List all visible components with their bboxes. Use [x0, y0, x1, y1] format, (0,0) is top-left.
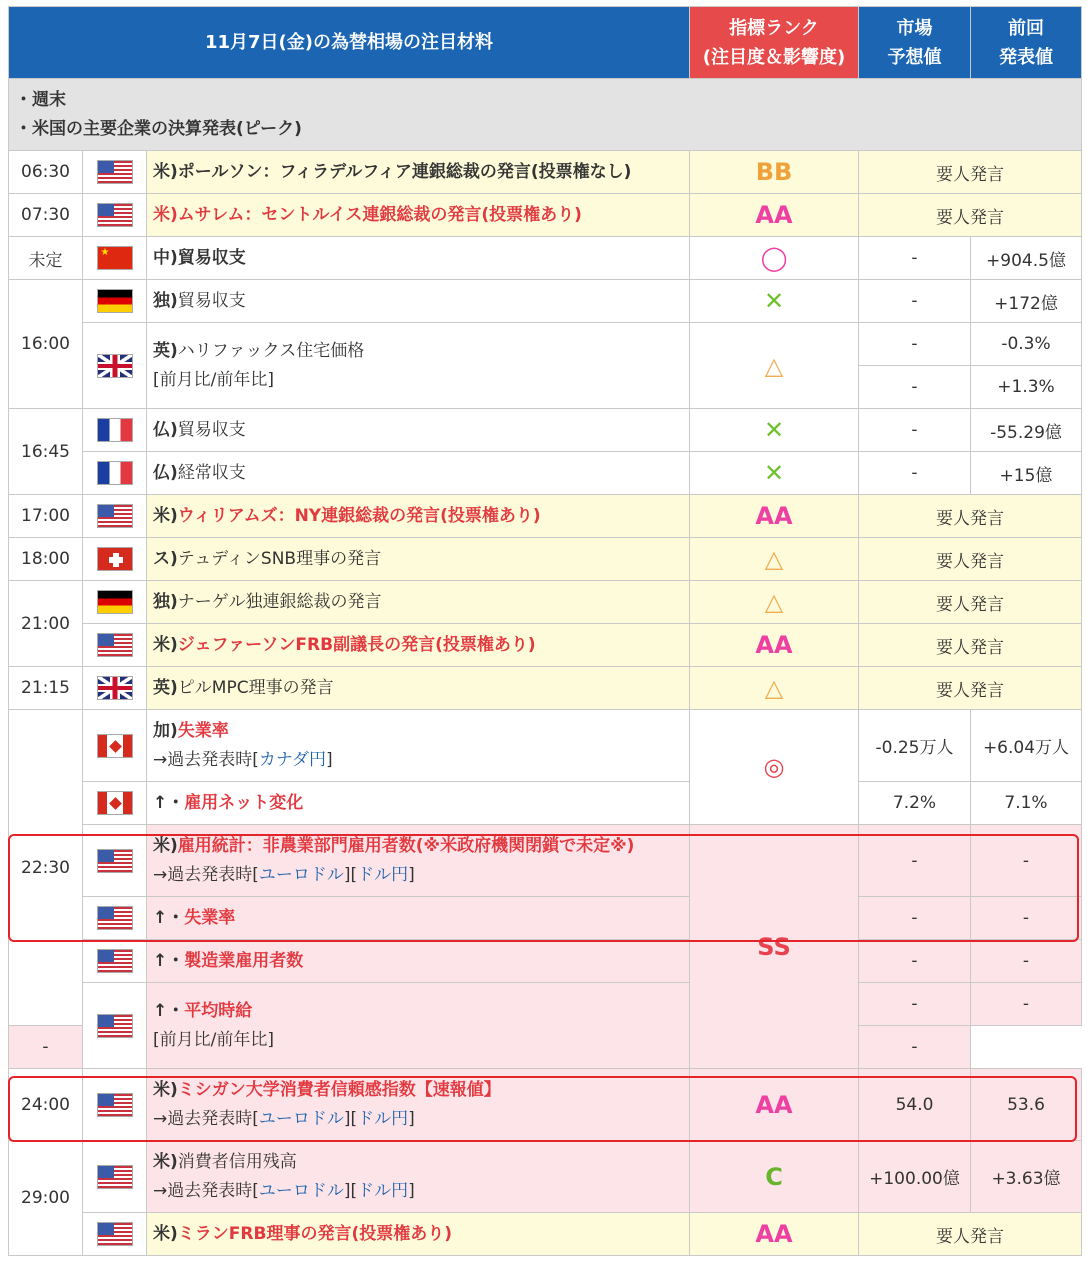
flag-cell — [83, 409, 147, 452]
event-cell — [147, 151, 690, 194]
event-title: ピルMPC理事の発言 — [177, 677, 334, 698]
event-title: 経常収支 — [177, 462, 246, 483]
forecast-cell: - — [859, 366, 971, 409]
table-row — [9, 1141, 1082, 1213]
country-label: ス) — [153, 548, 178, 569]
time-cell: 06:30 — [9, 151, 83, 194]
country-label: 中) — [153, 247, 178, 268]
merged-value-cell: 要人発言 — [859, 1213, 1082, 1256]
bracket-join: ][ — [343, 1180, 358, 1201]
eur-usd-link[interactable]: ユーロドル — [258, 864, 344, 885]
sub-item-prefix: ↑・ — [153, 792, 185, 813]
eur-usd-link[interactable]: ユーロドル — [258, 1108, 344, 1129]
past-release-prefix: →過去発表時[ — [153, 1108, 259, 1129]
forecast-cell: - — [859, 825, 971, 897]
flag-cell — [83, 538, 147, 581]
event-cell — [147, 194, 690, 237]
country-label: 仏) — [153, 419, 178, 440]
bracket-close: ] — [408, 1108, 415, 1129]
merged-value-cell: 要人発言 — [859, 538, 1082, 581]
france-flag-icon — [97, 418, 133, 442]
rank-cell: ◯ — [690, 237, 859, 280]
event-title: 雇用統計：非農業部門雇用者数(※米政府機関閉鎖で未定※) — [177, 835, 635, 856]
sub-item-prefix: ↑・ — [153, 1000, 185, 1021]
rank-header-line2: (注目度＆影響度) — [702, 46, 846, 68]
rank-cell: ◎ — [690, 710, 859, 825]
us-flag-icon — [97, 906, 133, 930]
sub-item-prefix: ↑・ — [153, 950, 185, 971]
flag-cell — [83, 710, 147, 782]
event-cell — [147, 624, 690, 667]
rank-cell: ✕ — [690, 280, 859, 323]
us-flag-icon — [97, 1014, 133, 1038]
time-cell: 07:30 — [9, 194, 83, 237]
china-flag-icon — [97, 246, 133, 270]
table-title: 11月7日(金)の為替相場の注目材料 — [9, 7, 690, 79]
forecast-cell: 7.2% — [859, 782, 971, 825]
germany-flag-icon — [97, 590, 133, 614]
event-title: 平均時給 — [184, 1000, 253, 1021]
previous-cell: +904.5億 — [971, 237, 1082, 280]
previous-cell: +172億 — [971, 280, 1082, 323]
us-flag-icon — [97, 504, 133, 528]
forecast-cell: - — [859, 897, 971, 940]
merged-value-cell: 要人発言 — [859, 624, 1082, 667]
table-row — [9, 452, 1082, 495]
country-label: 英) — [153, 340, 178, 361]
us-flag-icon — [97, 203, 133, 227]
event-cell — [147, 409, 690, 452]
event-cell — [147, 280, 690, 323]
us-flag-icon — [97, 160, 133, 184]
event-title: 失業率 — [184, 907, 236, 928]
cad-jpy-link[interactable]: カナダ円 — [258, 749, 327, 770]
event-cell — [147, 825, 690, 897]
flag-cell — [83, 1141, 147, 1213]
forecast-cell: 54.0 — [859, 1069, 971, 1141]
event-subtitle: [前月比/前年比] — [153, 369, 274, 390]
flag-cell — [83, 452, 147, 495]
rank-cell: △ — [690, 538, 859, 581]
table-row — [9, 280, 1082, 323]
event-title: 製造業雇用者数 — [184, 950, 304, 971]
rank-column-header — [690, 7, 859, 79]
previous-cell: +15億 — [971, 452, 1082, 495]
previous-header-line1: 前回 — [1008, 17, 1044, 39]
table-row — [9, 194, 1082, 237]
forecast-cell: - — [859, 940, 971, 983]
merged-value-cell: 要人発言 — [859, 194, 1082, 237]
previous-cell: -55.29億 — [971, 409, 1082, 452]
event-title: 失業率 — [177, 720, 229, 741]
event-cell — [147, 1141, 690, 1213]
merged-value-cell: 要人発言 — [859, 495, 1082, 538]
merged-value-cell: 要人発言 — [859, 581, 1082, 624]
event-title: ミシガン大学消費者信頼感指数【速報値】 — [177, 1079, 501, 1100]
table-row — [9, 825, 1082, 897]
table-row — [9, 782, 1082, 825]
previous-cell: - — [971, 897, 1082, 940]
country-label: 米) — [153, 204, 178, 225]
flag-cell — [83, 194, 147, 237]
table-row — [9, 151, 1082, 194]
forecast-cell: - — [859, 280, 971, 323]
flag-cell — [83, 983, 147, 1069]
notes-cell — [9, 79, 1082, 151]
forecast-cell: - — [859, 323, 971, 366]
event-cell — [147, 710, 690, 782]
country-label: 米) — [153, 505, 178, 526]
previous-cell: - — [971, 825, 1082, 897]
country-label: 英) — [153, 677, 178, 698]
country-label: 仏) — [153, 462, 178, 483]
time-cell: 21:00 — [9, 581, 83, 667]
rank-cell: AA — [690, 194, 859, 237]
event-title: ミランFRB理事の発言(投票権あり) — [177, 1223, 452, 1244]
time-cell: 16:45 — [9, 409, 83, 495]
rank-cell: ✕ — [690, 409, 859, 452]
us-flag-icon — [97, 1222, 133, 1246]
previous-cell: -0.3% — [971, 323, 1082, 366]
sub-item-prefix: ↑・ — [153, 907, 185, 928]
flag-cell — [83, 495, 147, 538]
rank-cell: AA — [690, 1069, 859, 1141]
flag-cell — [83, 624, 147, 667]
country-label: 加) — [153, 720, 178, 741]
us-flag-icon — [97, 1165, 133, 1189]
usd-jpy-link[interactable]: ドル円 — [357, 864, 409, 885]
bracket-join: ][ — [343, 864, 358, 885]
bracket-close: ] — [408, 864, 415, 885]
event-cell — [147, 495, 690, 538]
table-row — [9, 710, 1082, 782]
table-row — [9, 1069, 1082, 1141]
flag-cell — [83, 940, 147, 983]
rank-cell: △ — [690, 667, 859, 710]
flag-cell — [83, 237, 147, 280]
event-title: ポールソン：フィラデルフィア連銀総裁の発言(投票権なし) — [177, 161, 632, 182]
forecast-cell: - — [859, 452, 971, 495]
rank-cell: AA — [690, 1213, 859, 1256]
event-title: ハリファックス住宅価格 — [177, 340, 365, 361]
event-title: 貿易収支 — [177, 247, 246, 268]
flag-cell — [83, 1069, 147, 1141]
rank-cell: △ — [690, 581, 859, 624]
event-subtitle: [前月比/前年比] — [153, 1029, 274, 1050]
usd-jpy-link[interactable]: ドル円 — [357, 1108, 409, 1129]
table-row — [9, 409, 1082, 452]
bracket-join: ][ — [343, 1108, 358, 1129]
us-flag-icon — [97, 949, 133, 973]
event-cell — [147, 940, 690, 983]
merged-value-cell: 要人発言 — [859, 667, 1082, 710]
note-item: ・米国の主要企業の決算発表(ピーク) — [15, 118, 302, 139]
event-cell — [147, 983, 690, 1069]
bracket-close: ] — [326, 749, 333, 770]
forecast-cell: - — [9, 1026, 83, 1069]
country-label: 独) — [153, 290, 178, 311]
bracket-close: ] — [408, 1180, 415, 1201]
time-cell: 16:00 — [9, 280, 83, 409]
country-label: 米) — [153, 634, 178, 655]
previous-cell: +1.3% — [971, 366, 1082, 409]
table-row — [9, 983, 1082, 1026]
event-cell — [147, 237, 690, 280]
previous-column-header — [971, 7, 1082, 79]
uk-flag-icon — [97, 676, 133, 700]
rank-cell: AA — [690, 624, 859, 667]
flag-cell — [83, 151, 147, 194]
event-cell — [147, 1213, 690, 1256]
flag-cell — [83, 782, 147, 825]
country-label: 米) — [153, 161, 178, 182]
flag-cell — [83, 897, 147, 940]
merged-value-cell: 要人発言 — [859, 151, 1082, 194]
flag-cell — [83, 1213, 147, 1256]
us-flag-icon — [97, 633, 133, 657]
event-cell — [147, 323, 690, 409]
canada-flag-icon — [97, 734, 133, 758]
table-row — [9, 667, 1082, 710]
event-cell — [147, 667, 690, 710]
country-label: 独) — [153, 591, 178, 612]
forecast-header-line2: 予想値 — [887, 46, 942, 68]
swiss-flag-icon — [97, 547, 133, 571]
note-item: ・週末 — [15, 89, 66, 110]
flag-cell — [83, 825, 147, 897]
time-cell: 18:00 — [9, 538, 83, 581]
time-cell: 未定 — [9, 237, 83, 280]
forecast-cell: - — [859, 409, 971, 452]
event-title: ムサレム：セントルイス連銀総裁の発言(投票権あり) — [177, 204, 582, 225]
event-title: ジェファーソンFRB副議長の発言(投票権あり) — [177, 634, 536, 655]
rank-cell: SS — [690, 825, 859, 1069]
flag-cell — [83, 581, 147, 624]
event-title: ナーゲル独連銀総裁の発言 — [177, 591, 382, 612]
past-release-prefix: →過去発表時[ — [153, 1180, 259, 1201]
forecast-header-line1: 市場 — [896, 17, 933, 39]
rank-cell: C — [690, 1141, 859, 1213]
table-row — [9, 495, 1082, 538]
table-row — [9, 323, 1082, 366]
previous-header-line2: 発表値 — [999, 46, 1053, 68]
country-label: 米) — [153, 1223, 178, 1244]
event-title: 雇用ネット変化 — [184, 792, 304, 813]
event-cell — [147, 782, 690, 825]
previous-cell: 7.1% — [971, 782, 1082, 825]
country-label: 米) — [153, 1079, 178, 1100]
rank-cell: ✕ — [690, 452, 859, 495]
event-title: テュディンSNB理事の発言 — [177, 548, 382, 569]
table-row — [9, 581, 1082, 624]
rank-cell: BB — [690, 151, 859, 194]
table-row — [9, 897, 1082, 940]
event-title: ウィリアムズ：NY連銀総裁の発言(投票権あり) — [177, 505, 541, 526]
event-title: 消費者信用残高 — [177, 1151, 297, 1172]
usd-jpy-link[interactable]: ドル円 — [357, 1180, 409, 1201]
country-label: 米) — [153, 835, 178, 856]
previous-cell: - — [971, 940, 1082, 983]
previous-cell: - — [971, 983, 1082, 1026]
germany-flag-icon — [97, 289, 133, 313]
event-cell — [147, 538, 690, 581]
forecast-column-header — [859, 7, 971, 79]
event-cell — [147, 581, 690, 624]
table-row — [9, 1213, 1082, 1256]
forecast-cell: - — [859, 983, 971, 1026]
time-cell: 24:00 — [9, 1069, 83, 1141]
us-flag-icon — [97, 1093, 133, 1117]
previous-cell: - — [859, 1026, 971, 1069]
previous-cell: 53.6 — [971, 1069, 1082, 1141]
forecast-cell: - — [859, 237, 971, 280]
table-header — [9, 7, 1082, 79]
past-release-prefix: →過去発表時[ — [153, 749, 259, 770]
us-flag-icon — [97, 849, 133, 873]
economic-calendar-table — [8, 6, 1082, 1256]
event-cell — [147, 452, 690, 495]
rank-header-line1: 指標ランク — [729, 17, 819, 39]
france-flag-icon — [97, 461, 133, 485]
eur-usd-link[interactable]: ユーロドル — [258, 1180, 344, 1201]
time-cell: 21:15 — [9, 667, 83, 710]
rank-cell: △ — [690, 323, 859, 409]
forecast-cell: +100.00億 — [859, 1141, 971, 1213]
uk-flag-icon — [97, 354, 133, 378]
flag-cell — [83, 667, 147, 710]
canada-flag-icon — [97, 791, 133, 815]
forecast-cell: -0.25万人 — [859, 710, 971, 782]
notes-row — [9, 79, 1082, 151]
country-label: 米) — [153, 1151, 178, 1172]
time-cell: 29:00 — [9, 1141, 83, 1256]
flag-cell — [83, 323, 147, 409]
event-title: 貿易収支 — [177, 290, 246, 311]
event-title: 貿易収支 — [177, 419, 246, 440]
time-cell: 17:00 — [9, 495, 83, 538]
time-cell: 22:30 — [9, 710, 83, 1026]
table-row — [9, 624, 1082, 667]
flag-cell — [83, 280, 147, 323]
previous-cell: +3.63億 — [971, 1141, 1082, 1213]
table-row — [9, 237, 1082, 280]
event-cell — [147, 897, 690, 940]
previous-cell: +6.04万人 — [971, 710, 1082, 782]
event-cell — [147, 1069, 690, 1141]
table-row — [9, 940, 1082, 983]
past-release-prefix: →過去発表時[ — [153, 864, 259, 885]
table-row — [9, 538, 1082, 581]
rank-cell: AA — [690, 495, 859, 538]
